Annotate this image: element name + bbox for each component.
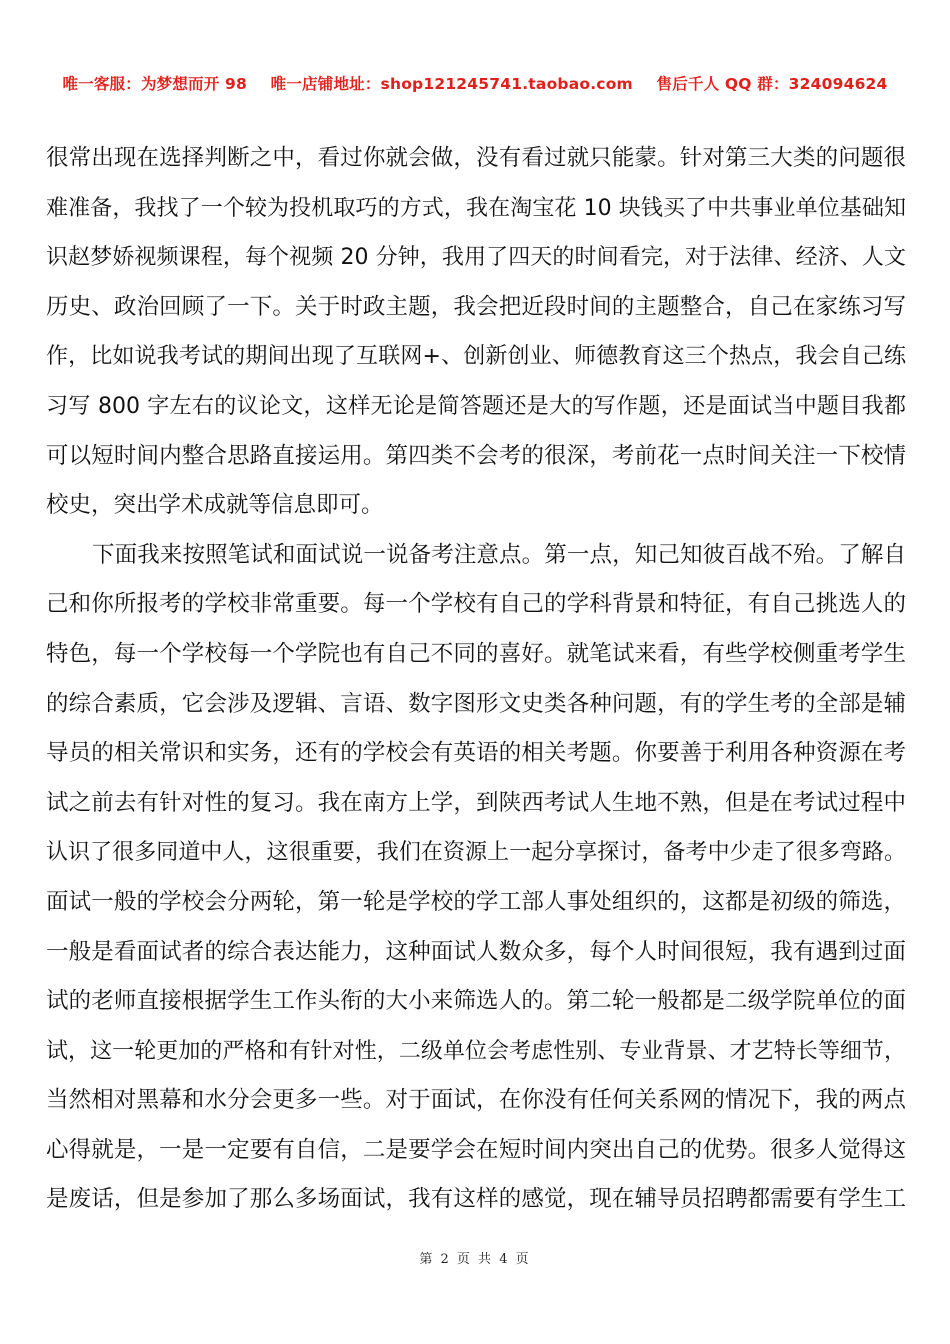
text-line: 当然相对黑幕和水分会更多一些。对于面试，在你没有任何关系网的情况下，我的两点 xyxy=(46,1087,906,1114)
text-line: 面试一般的学校会分两轮，第一轮是学校的学工部人事处组织的，这都是初级的筛选， xyxy=(46,888,906,915)
text-line: 难准备，我找了一个较为投机取巧的方式，我在淘宝花 10 块钱买了中共事业单位基础知 xyxy=(46,195,906,221)
shop-address-text: 唯一店铺地址：shop121245741.taobao.com xyxy=(270,75,633,93)
customer-service-text: 唯一客服：为梦想而开 98 xyxy=(62,75,248,93)
text-line: 识赵梦娇视频课程，每个视频 20 分钟，我用了四天的时间看完，对于法律、经济、人文 xyxy=(46,245,906,271)
text-line: 特色，每一个学校每一个学院也有自己不同的喜好。就笔试来看，有些学校侧重考学生 xyxy=(46,640,906,667)
text-line: 试之前去有针对性的复习。我在南方上学，到陕西考试人生地不熟，但是在考试过程中 xyxy=(46,789,906,816)
text-line: 可以短时间内整合思路直接运用。第四类不会考的很深，考前花一点时间关注一下校情 xyxy=(46,442,906,469)
text-line: 是废话，但是参加了那么多场面试，我有这样的感觉，现在辅导员招聘都需要有学生工 xyxy=(46,1186,906,1213)
qq-group-text: 售后千人 QQ 群：324094624 xyxy=(656,75,888,93)
text-line: 导员的相关常识和实务，还有的学校会有英语的相关考题。你要善于利用各种资源在考 xyxy=(46,740,906,767)
shop-header xyxy=(0,72,950,94)
text-line: 试的老师直接根据学生工作头衔的大小来筛选人的。第二轮一般都是二级学院单位的面 xyxy=(46,988,906,1015)
text-line: 认识了很多同道中人，这很重要，我们在资源上一起分享探讨，备考中少走了很多弯路。 xyxy=(46,840,906,866)
text-line: 心得就是，一是一定要有自信，二是要学会在短时间内突出自己的优势。很多人觉得这 xyxy=(46,1136,906,1163)
text-line: 一般是看面试者的综合表达能力，这种面试人数众多，每个人时间很短，我有遇到过面 xyxy=(46,938,906,965)
text-line: 历史、政治回顾了一下。关于时政主题，我会把近段时间的主题整合，自己在家练习写 xyxy=(46,293,906,320)
text-line: 试，这一轮更加的严格和有针对性，二级单位会考虑性别、专业背景、才艺特长等细节， xyxy=(46,1038,906,1064)
text-line: 己和你所报考的学校非常重要。每一个学校有自己的学科背景和特征，有自己挑选人的 xyxy=(46,591,906,618)
text-line: 作，比如说我考试的期间出现了互联网+、创新创业、师德教育这三个热点，我会自己练 xyxy=(46,344,906,370)
text-line: 习写 800 字左右的议论文，这样无论是简答题还是大的写作题，还是面试当中题目我都 xyxy=(46,393,906,419)
paragraph-first-line: 下面我来按照笔试和面试说一说备考注意点。第一点，知己知彼百战不殆。了解自 xyxy=(92,541,906,568)
page-number: 第 2 页 共 4 页 xyxy=(419,1252,531,1267)
text-line: 校史，突出学术成就等信息即可。 xyxy=(46,492,384,519)
text-line: 很常出现在选择判断之中，看过你就会做，没有看过就只能蒙。针对第三大类的问题很 xyxy=(46,145,906,171)
text-line: 的综合素质，它会涉及逻辑、言语、数字图形文史类各种问题，有的学生考的全部是辅 xyxy=(46,690,906,717)
document-body xyxy=(46,134,906,1225)
